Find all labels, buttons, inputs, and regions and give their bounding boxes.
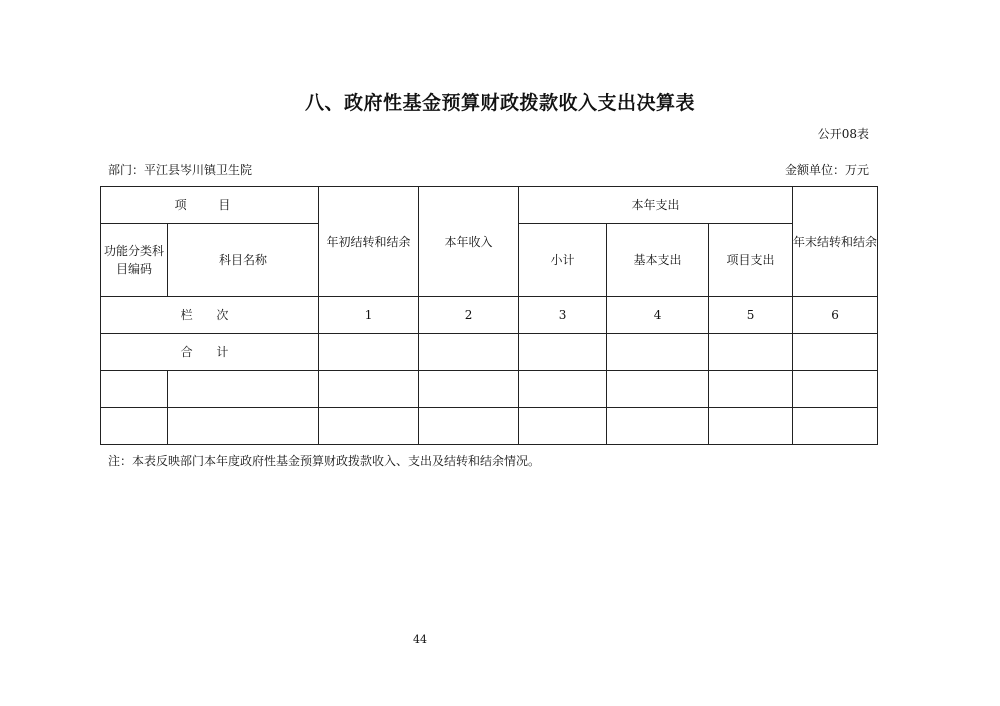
column-number: 1 [319,297,419,334]
row-name [168,371,319,408]
row-cell [709,371,793,408]
report-title: 八、政府性基金预算财政拨款收入支出决算表 [304,92,695,114]
header-project-expense: 项目支出 [709,224,793,297]
budget-table [100,186,878,445]
column-number-row [101,297,878,334]
form-code: 公开08表 [817,127,869,141]
total-cell [419,334,519,371]
row-cell [607,371,709,408]
total-cell [319,334,419,371]
row-cell [419,408,519,445]
total-cell [793,334,878,371]
row-name [168,408,319,445]
row-cell [519,408,607,445]
row-cell [709,408,793,445]
header-annual-income: 本年收入 [419,187,519,297]
row-cell [793,408,878,445]
row-cell [607,408,709,445]
row-code [101,408,168,445]
row-cell [519,371,607,408]
column-number: 6 [793,297,878,334]
column-row-label: 栏 次 [101,297,319,334]
amount-unit-label: 金额单位：万元 [784,163,869,177]
page-number: 44 [413,633,427,646]
department-label: 部门：平江县岑川镇卫生院 [108,163,253,177]
column-number: 3 [519,297,607,334]
table-note: 注：本表反映部门本年度政府性基金预算财政拨款收入、支出及结转和结余情况。 [108,454,541,468]
header-subtotal: 小计 [519,224,607,297]
header-closing-balance: 年末结转和结余 [793,187,878,297]
column-number: 5 [709,297,793,334]
row-cell [319,408,419,445]
row-cell [793,371,878,408]
total-row [101,334,878,371]
table-row [101,371,878,408]
header-function-code: 功能分类科目编码 [101,224,168,297]
total-cell [519,334,607,371]
row-code [101,371,168,408]
header-basic-expense: 基本支出 [607,224,709,297]
header-subject-name: 科目名称 [168,224,319,297]
column-number: 2 [419,297,519,334]
column-number: 4 [607,297,709,334]
header-annual-expense: 本年支出 [519,187,793,224]
header-opening-balance: 年初结转和结余 [319,187,419,297]
row-cell [319,371,419,408]
total-cell [709,334,793,371]
header-item: 项 目 [101,187,319,224]
table-row [101,408,878,445]
total-label: 合 计 [101,334,319,371]
row-cell [419,371,519,408]
total-cell [607,334,709,371]
